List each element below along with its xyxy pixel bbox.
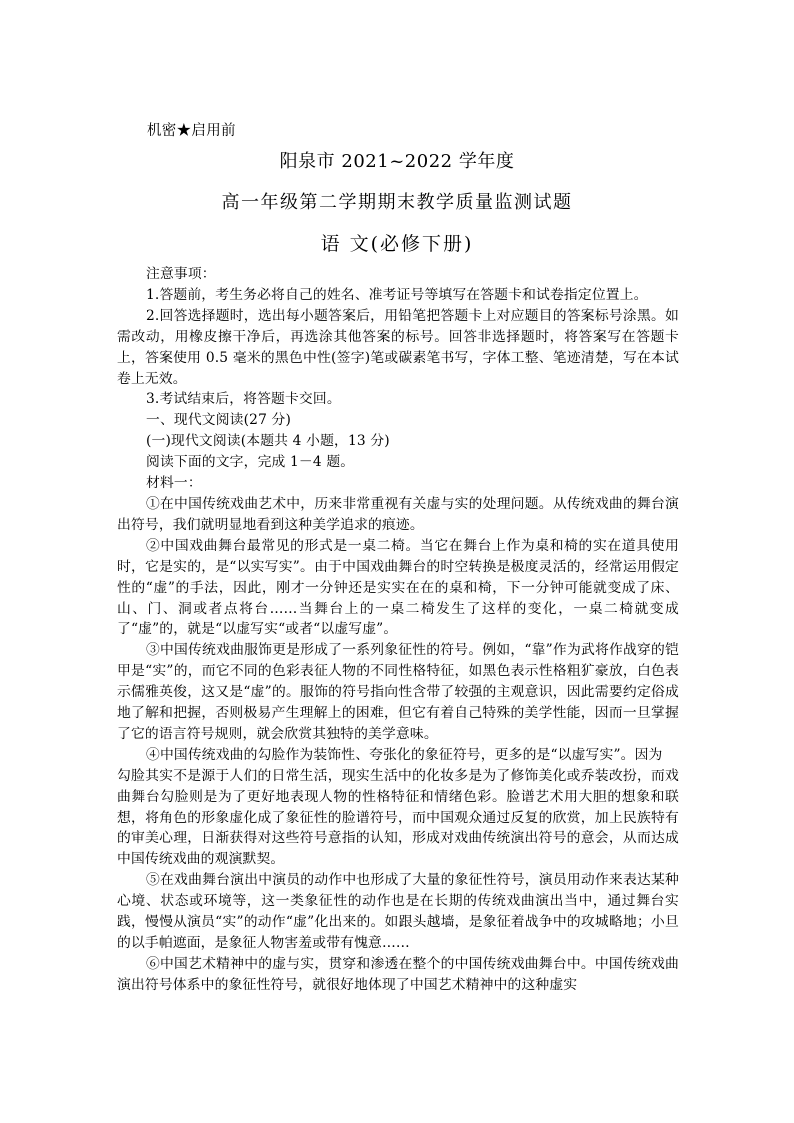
material-label: 材料一： [146,475,202,492]
notice-item-1: 1.答题前，考生务必将自己的姓名、准考证号等填写在答题卡和试卷指定位置上。 [146,286,648,303]
paragraph-2: ②中国戏曲舞台最常见的形式是一桌二椅。当它在舞台上作为桌和椅的实在道具使用时，它是实的，是“以实写实”。由于中国戏曲舞台的时空转换是极度灵活的，经常运用假定性的“虚”的手法，因此，刚才一分钟还是实实在在的桌和椅，下一分钟可能就变成了床、山、门、洞或者点将台……当舞台上的一桌二椅发生了这样的变化，一桌二椅就变成了“虚”的，就是“以虚写实“或者“以虚写虚”。 [117,537,679,638]
notice-heading: 注意事项： [146,266,216,282]
paragraph-6: ⑥中国艺术精神中的虚与实，贯穿和渗透在整个的中国传统戏曲舞台中。中国传统戏曲演出符号体系中的象征性符号，就很好地体现了中国艺术精神中的这种虚实 [117,955,679,993]
exam-subject-title: 语 文(必修下册) [320,233,474,255]
paragraph-3: ③中国传统戏曲服饰更是形成了一系列象征性的符号。例如，“靠”作为武将作战穿的铠甲是“实”的，而它不同的色彩表征人物的不同性格特征，如黑色表示性格粗犷豪放，白色表示儒雅英俊，这又是“虚”的。服饰的符号指向性含带了较强的主观意识，因此需要约定俗成地了解和把握，否则极易产生理解上的困难，但它有着自己特殊的美学性能，因而一旦掌握了它的语言符号规则，就会欣赏其独特的美学意味。 [117,642,679,742]
paragraph-4-start: ④中国传统戏曲的勾脸作为装饰性、夸张化的象征符号，更多的是“以虚写实”。因为 [146,746,663,763]
notice-item-2: 2.回答选择题时，选出每小题答案后，用铅笔把答题卡上对应题目的答案标号涂黑。如需改动，用橡皮擦干净后，再选涂其他答案的标号。回答非选择题时，将答案写在答题卡上，答案使用 0.5 毫米的黑色中性(签字)笔或碳素笔书写，字体工整、笔迹清楚，写在本试卷上无效。 [117,307,679,387]
paragraph-5: ⑤在戏曲舞台演出中演员的动作中也形成了大量的象征性符号，演员用动作来表达某种心境、状态或环境等，这一类象征性的动作也是在长期的传统戏曲演出当中，通过舞台实践，慢慢从演员“实”的动作“虚”化出来的。如跟头越墙，是象征着战争中的攻城略地；小旦的以手帕遮面，是象征人物害羞或带有愧意…… [117,872,679,951]
confidential-label: 机密★启用前 [147,123,236,139]
paragraph-4-continued: 勾脸其实不是源于人们的日常生活，现实生活中的化妆多是为了修饰美化或乔装改扮，而戏曲舞台勾脸则是为了更好地表现人物的性格特征和情绪色彩。脸谱艺术用大胆的想象和联想，将角色的形象虚化成了象征性的脸谱符号，而中国观众通过反复的欣赏，加上民族特有的审美心理，日渐获得对这些符号意指的认知，形成对戏曲传统演出符号的意会，从而达成中国传统戏曲的观演默契。 [117,767,679,868]
section-heading: 一、现代文阅读(27 分) [146,412,292,429]
notice-item-3: 3.考试结束后，将答题卡交回。 [146,391,341,408]
paragraph-1: ①在中国传统戏曲艺术中，历来非常重视有关虚与实的处理问题。从传统戏曲的舞台演出符号，我们就明显地看到这种美学追求的痕迹。 [117,495,679,533]
section-subheading: (一)现代文阅读(本题共 4 小题，13 分) [146,433,390,450]
exam-body [117,264,679,996]
section-instruction: 阅读下面的文字，完成 1－4 题。 [146,454,355,471]
exam-title-year: 阳泉市 2021~2022 学年度 [279,151,515,172]
exam-title-name: 高一年级第二学期期末教学质量监测试题 [221,192,573,213]
